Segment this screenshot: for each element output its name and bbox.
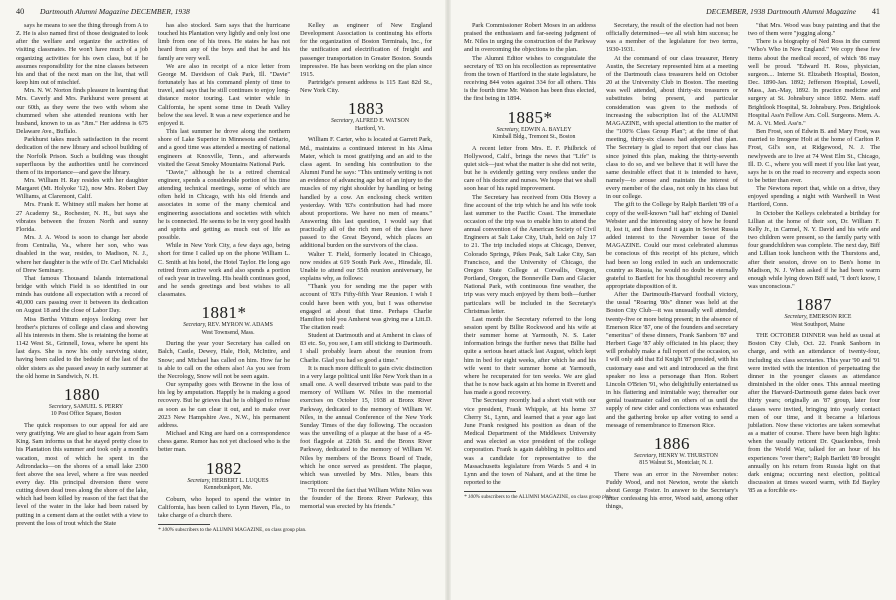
paragraph: Michael and King are hard on a correspondence chess game. Rumor has not yet disclosed who is the better man.: [158, 430, 290, 454]
paragraph: The quick responses to our appeal for aid are very gratifying. We are glad to hear again from Sam King. Sam informs us that he stayed pretty close to his Plantation this summer and took only a month's vacation, most of which he spent in the Adirondacks—on the shores of a small lake 2300 feet above the sea level, where a fire was needed every day. His principal diversion there were cutting down dead trees along the shore of the lake, which had been killed by reason of the fact that the level of the water in the lake had been raised by putting in a cement dam at the outlet with a view to prevent the loss of trout which the State: [16, 421, 148, 527]
right-page: [448, 0, 896, 600]
footnote: [464, 491, 613, 501]
class-year-heading: 1881*: [201, 303, 247, 323]
secretary-label: Secretary,: [634, 452, 658, 459]
right-column-2: [606, 22, 738, 596]
paragraph: The Newtons report that, while on a drive, they enjoyed spending a night with Wardwell in West Hartford, Conn.: [748, 185, 880, 209]
right-column-1: [464, 22, 613, 596]
paragraph: Our sympathy goes with Browne in the loss of his leg by amputation. Happily he is making a good recovery. But he grieves that he is obliged to refuse as soon as he can clear it out, and to make over 2023 New Hampshire Ave., N.W., his permanent address.: [158, 381, 290, 429]
paragraph: says he means to see the thing through from A to Z. He is also named first of those designated to look after the welfare and organize the activities of visiting classmates. He won't have much of a job organizing activities for his own class, but if he assumes responsibility for the nine classes between his and that of the next man on the list, that will keep him out of mischief.: [16, 22, 148, 87]
paragraph: We are also in receipt of a nice letter from George M. Davidson of Oak Park, Ill. "Davie" fortunately has at his command plenty of time to travel, and says that he still continues to enjoy long-distance motor touring. Last winter while in California, he spent some time in Death Valley below the sea level. It was a new experience and he enjoyed it.: [158, 62, 290, 127]
secretary-address: West Townsend, Mass.: [201, 329, 255, 336]
paragraph: Mrs. N. W. Norton finds pleasure in learning that Mrs. Caverly and Mrs. Parkhurst were present at our 60th, as they were the two with whom she chummed when she attended reunions with her husband, known to us as "Jim." Her address is 675 Delaware Ave., Buffalo.: [16, 87, 148, 136]
paragraph: A recent letter from Mrs. E. F. Philbrick of Hollywood, Calif., brings the news that "Life" is quiet sick—just what the matter is she did not write, but he is evidently getting very restless under the care of his doctor and nurses. We hope that we shall soon hear of his rapid improvement.: [464, 144, 596, 193]
paragraph: THE OCTOBER DINNER was held as usual at Boston City Club, Oct. 22. Frank Sanborn in charge, and with an attendance of twenty-four, including six class secretaries. This year '90 and '91 were invited with the intention of perpetuating the dinner in the younger classes as attendance diminished in the older ones. This annual meeting after the Harvard-Dartmouth game dates back over thirty years; originally an '87 group, later four classes were invited, bringing into yearly contact men of our time, and it became a hilarious jubilation. Now these victories are taken somewhat as a matter of course. There have been high lights: when the usually reticent Dr. Quackenbos, fresh from the World War, talked for an hour of his experiences "over there"; Ralph Bartlett '89 brought annually on his return from Russia light on that dark enigma; occurring next election, political discussion at times waxed warm, with Ed Bayley '85 as a forcible ex-: [748, 332, 880, 495]
paragraph: At the command of our class treasurer, Henry Austin, the Secretary represented him at a meeting of the Dartmouth class treasurers held on October 20 at the University Club in Boston. The meeting was well attended, about thirty-six treasurers or substitutes being present, and particular consideration was given to the methods of increasing the subscription list of the ALUMNI MAGAZINE, with special attention to the matter of the "100% Class Group Plan"; at the time of that meeting, thirty-six classes had adopted that plan. The Secretary is glad to report that our class has since joined this plan, making the thirty-seventh class to do so, and we believe that it will have the same desirable effect that it is intended to have, namely—to arouse and maintain the interest of every member of the class, not only in his class but in our college.: [606, 54, 738, 201]
left-column-2: [158, 22, 307, 596]
paragraph: The Alumni Editor wishes to congratulate the secretary of '83 on his recollection as representative from the town of Hartford in the state legislature, he receiving 844 votes against 334 for all others. This is the fourth time Mr. Watson has been thus elected, the first being in 1894.: [464, 54, 596, 103]
footnote-prefix: * 100%: [158, 526, 174, 533]
paragraph: Walter T. Field, formerly located in Chicago, now resides at 619 South Park Ave., Hinsdale, Ill. Unable to attend our 55th reunion anniversary, he explains why, as follows:: [300, 250, 432, 283]
paragraph: Ben Frost, son of Edwin B. and Mary Frost, was married to Imogene Holt at the home of Carlton P. Frost, Gil's son, at Ridgewood, N. J. The newlyweds are to live at 74 West Elm St., Chicago, Ill. D. C., where you will meet if you like last year, says he is on the road to recovery and expects soon to be better than ever.: [748, 128, 880, 184]
footnote: [158, 524, 307, 534]
secretary-name: HERBERT L. LUQUES: [211, 477, 269, 484]
secretary-label: Secretary,: [187, 477, 211, 484]
paragraph: "Davie," although he is a retired chemical engineer, spends a considerable portion of his time attending technical meetings, some of which are often held in Chicago, with his old friends and associates in some of the many chemical and engineering associations and societies with which he is connected. He seems to be in very good health and spirits and getting as much out of life as possible.: [158, 168, 290, 242]
class-year-heading: 1880: [64, 384, 100, 404]
page-number-left: 40: [16, 7, 25, 16]
secretary-name: EDWIN A. BAYLEY: [521, 126, 572, 133]
secretary-address: 10 Post Office Square, Boston: [50, 411, 122, 418]
class-year-heading: 1883: [348, 99, 384, 119]
secretary-address: Kennebunkport, Me.: [203, 485, 253, 491]
secretary-label: Secretary,: [496, 126, 520, 133]
paragraph: That famous Thousand Islands international bridge with which Field is so identified in our minds has outdone all expectation with a record of 40,000 cars passing over it between its dedication on August 18 and the close of Labor Day.: [16, 274, 148, 315]
paragraph: Mrs. Frank E. Whitney still makes her home at 27 Academy St., Rochester, N. H., but says she vibrates between the frozen North and sunny Florida.: [16, 201, 148, 233]
secretary-label: Secretary,: [183, 322, 207, 329]
secretary-line: [300, 118, 432, 126]
left-column-3: [300, 22, 432, 596]
paragraph: There was an error in the November notes: Fuddy Wood, and not Newton, wrote the sketch about George Foster. In answer to the Secretary's letter confessing his error, Wood said, among other things,: [606, 470, 738, 511]
paragraph: The gift to the College by Ralph Bartlett '89 of a copy of the well-known "tall hat" etching of Daniel Webster and the interesting story of how he found it, lost it, and then found it again in Soviet Russia added interest to the November issue of the MAGAZINE. Could our most celebrated alumnus be conscious of this receipt of his picture, which had been so long exiled in such an undemocratic country as Russia, he would no doubt be eternally grateful to Bartlett for his thoughtful recovery and appropriate disposition of it.: [606, 201, 738, 290]
class-year-heading: 1886: [654, 433, 690, 453]
paragraph: Partridge's present address is 115 East 82d St., New York City.: [300, 79, 432, 95]
class-year-heading: 1882: [206, 458, 242, 478]
paragraph: Last month the Secretary referred to the long session spent by Billie Rockwood and his wife at their summer home at Yarmouth, N. S. Later information brings the further news that Billie had quite a serious heart attack last August, which kept him in bed for eight weeks, after which he and his wife went to their summer home at Yarmouth, where he recuperated for ten weeks. We are glad that he is now back again at his home in Everett and has made a good recovery.: [464, 315, 596, 397]
secretary-label: Secretary,: [784, 314, 808, 321]
paragraph: Coburn, who hoped to spend the winter in California, has been called to Lynn Haven, Fla., to take charge of a church there.: [158, 495, 290, 519]
secretary-name: REV. MYRON W. ADAMS: [207, 322, 273, 329]
running-title-right: DECEMBER, 1938 Dartmouth Alumni Magazine: [706, 7, 856, 16]
class-year-heading: 1885*: [507, 107, 553, 127]
secretary-line: [606, 453, 738, 461]
page-number-right: 41: [871, 7, 880, 16]
paragraph: While in New York City, a few days ago, being short for time I called up on the phone William L. C. Smith at his hotel, the Hotel Taylor. He long ago retired from active work and also spends a portion of each year in traveling. His health continues good, and he sends greetings and best wishes to all classmates.: [158, 242, 290, 299]
secretary-name: ALFRED E. WATSON: [355, 118, 410, 125]
running-head-left: [16, 7, 432, 19]
paragraph: has also stocked. Sam says that the hurricane touched his Plantation very lightly and only lost one limb from one of his trees. He states he has not heard from any of the boys and that he and his family are very well.: [158, 22, 290, 62]
paragraph: "To record the fact that William White Niles was the founder of the Bronx River Parkway, this memorial was erected by his friends.": [300, 487, 432, 511]
paragraph: Student at Dartmouth and at Amherst in class of 83 etc. So, you see, I am still sticking to Dartmouth. I shall probably learn about the reunion from Charlie. Glad you had so good a time.": [300, 332, 432, 364]
paragraph: After the Dartmouth-Harvard football victory, the usual "Roaring '80s" dinner was held at the Boston City Club—it was unusually well attended, twenty-five or more being present; in the absence of Emerson Rice '87, one of the founders and secretary "emeritus" of these dinners, Frank Sanborn '87 and Herbert Gage '87 ably officiated in his place; they will probably make a full report of the occasion, so I will only add that Ed Knight '87 presided, with his customary ease and wit and introduced as the first speaker no less a personage than Hon. Robert Lincoln O'Brien '91, who delightfully entertained us in his flattering and inimitable way; thereafter our genial toastmaster called on others of us until the supply of new cider and confections was exhausted and the gathering broke up after voting to send a message of remembrance to Emerson Rice.: [606, 291, 738, 429]
secretary-line: [158, 322, 290, 330]
paragraph: The Secretary recently had a short visit with our vice president, Frank Whipple, at his home 37 Cherry St., Lynn, and learned that a year ago last June Frank resigned his position as dean of the Medical Department of the Middlesex University and was elected as vice president of the college corporation. Frank is again dabbling in politics and was a candidate for representative to the Massachusetts legislature from Wards 5 and 4 in Lynn and the town of Nahant, and at the time he reported to the: [464, 397, 596, 486]
footnote-text: subscribers to the ALUMNI MAGAZINE, on class group plan.: [174, 526, 307, 533]
secretary-label: Secretary,: [330, 118, 355, 125]
secretary-name: HENRY W. THURSTON: [658, 452, 718, 459]
secretary-address: West Southport, Maine: [791, 321, 845, 328]
secretary-line: [464, 127, 596, 135]
paragraph: Miss Bertha Vittum enjoys looking over her brother's pictures of college and class and showing all his interests in them. She is retaining the home at 1142 West St., Grinnell, Iowa, where he spent his last days. She is now his only surviving sister, having been called to the bedside of the last of the older sisters as she passed away in early summer at the old home in Sandwich, N. H.: [16, 315, 148, 380]
class-year-heading: 1887: [796, 295, 832, 315]
secretary-address: Kimball Bldg., Tremont St., Boston: [492, 134, 576, 141]
running-head-right: [464, 7, 880, 19]
secretary-line: [748, 314, 880, 322]
paragraph: William F. Carter, who is located at Garrett Park, Md., maintains a continued interest in his Alma Mater, which is most gratifying and an aid to the class agent. In sending his contribution to the Alumni Fund he says: "This untimely writing is not an evidence of advancing age but of an injury to the muscles of my right shoulder by handling or being handled by a cow. An enclosing check written yesterday. With '83's contribution had had more about proportions. We have no men of means." Answering this last question, I would say that practically all of the rich men of the class have passed to the Great Beyond, which places an additional burden on the survivors of the class.: [300, 136, 432, 250]
paragraph: Secretary, the result of the election had not been officially determined—we all wish him success; he was a member of the legislature for two terms, 1930-1931.: [606, 22, 738, 54]
paragraph: "that Mrs. Wood was busy painting and that the two of them were "jogging along.": [748, 22, 880, 38]
paragraph: During the year your Secretary has called on Balch, Castle, Dewey, Hale, Holt, McIntire, and Snow; and Michael has called on him. How far he is able to call on the others also! As you see from the Necrology, Snow will not be seen again.: [158, 340, 290, 380]
footnote-prefix: * 100%: [464, 494, 480, 501]
paragraph: It is much more difficult to gain civic distinction in a very large political unit like New York than in a small one. A well deserved tribute was paid to the memory of William W. Niles in the memorial exercises on October 15, 1938 at Bronx River Parkway, dedicated to the memory of William W. Niles, in the annual Conference of the New York Sunday Times of the day following. The occasion was the unveiling of a plaque at the base of a 45-foot flagpole at 226th St. and the Bronx River Parkway, dedicated to the memory of William W. Niles by members of the Bronx Board of Trade, which he once served as president. The plaque, which was unveiled by Mrs. Niles, bears this inscription:: [300, 364, 432, 486]
paragraph: This last summer he drove along the northern shore of Lake Superior in Minnesota and Ontario, and a good time was attended a meeting of national engineers at Knoxville, Tenn., and afterwards visited the Great Smoky Mountains National Park.: [158, 128, 290, 168]
paragraph: Park Commissioner Robert Moses in an address praised the enthusiasm and far-seeing judgment of Mr. Niles in urging the construction of the Parkway and in overcoming the objections to the plan.: [464, 22, 596, 54]
secretary-address: Hartford, Vt.: [355, 125, 385, 132]
paragraph: Parkhurst takes much satisfaction in the recent dedication of the new library and school building of the Norfolk Prison. Such a building was thought superfluous by the authorities until he convinced them of its importance—and gave the library.: [16, 136, 148, 176]
left-column-1: [16, 22, 148, 596]
right-column-3: [748, 22, 880, 596]
paragraph: In October the Kelleys celebrated a birthday for Lillian at the home of their son, Dr. William F. Kelly Jr., in Carmel, N. Y. David and his wife and two children were present, so the family party with four grandchildren was complete. The next day, Biff and Lillian took luncheon with the Thurstons and, after their session, drove on to Ben's home in Madison, N. J. When asked if he had been warm enough while lying down Biff said, "I don't know, I was unconscious.": [748, 209, 880, 290]
secretary-name: SAMUEL S. PERRY: [73, 403, 124, 410]
footnote-text: subscribers to the ALUMNI MAGAZINE, on class group plan.: [480, 494, 613, 501]
paragraph: Kelley as engineer of New England Development Association is continuing his efforts for the organization of Boston Terminals, Inc., for the unification and electrification of freight and passenger transportation in Greater Boston. Sounds impressive. He has been working on the plan since 1915.: [300, 22, 432, 78]
paragraph: The Secretary has received from Otis Hovey a fine account of the trip which he and his wife took last summer to the Pacific Coast. The immediate occasion of the trip was to enable him to attend the annual convention of the American Society of Civil Engineers at Salt Lake City, Utah, held on July 17 to 21. The trip included stops at Chicago, Denver, Colorado Springs, Pikes Peak, Salt Lake City, San Francisco, and the University of Chicago, the Oregon State College at Corvallis, Oregon, Portland, Oregon, the Bonneville Dam and Glacier National Park, with continuous fine weather, the trip was very much enjoyed by them both—further particulars will be included in the Secretary's Christmas letter.: [464, 193, 596, 315]
paragraph: "Thank you for sending me the paper with account of '83's Fifty-fifth Year Reunion. I wish I could have been with you, but I was otherwise engaged at about that time. Perhaps Charlie Hamilton told you Amherst was giving me a Litt.D. The citation read:: [300, 283, 432, 331]
paragraph: Mrs. William H. Ray resides with her daughter Margaret (Mt. Holyoke '12), now Mrs. Robert Day Williams, at Claremont, Calif.: [16, 176, 148, 201]
secretary-label: Secretary,: [48, 403, 73, 410]
paragraph: Mrs. J. A. Wood is soon to change her abode from Centralia, Va., where her son, who was disabled in the war, resides, to Madison, N. J., where her daughter is the wife of Dr. Carl Michalski of Drew Seminary.: [16, 234, 148, 274]
paragraph: There is a biography of Ned Ross in the current "Who's Who in New England." We copy these few items about the medical record, of which '86 may well be proud. "Edward H. Ross, physician, surgeon.... Interne St. Elizabeth Hospital, Boston, Dec. 1890-Jan. 1892; Jefferson Hospital, Lowell, Mass., Jan.-May, 1892. In practice medicine and surgery at St. Johnsbury since 1892. Mem. staff Brightlook Hospital, St. Johnsbury. Pres. Brightlook Hospital Ass'n Fellow Am. Coll. Surgeons. Mem. A. M. A. Vt. Med. Ass'n.": [748, 38, 880, 127]
secretary-address: 815 Walnut St., Montclair, N. J.: [639, 460, 713, 467]
secretary-line: [158, 478, 290, 486]
running-title-left: Dartmouth Alumni Magazine DECEMBER, 1938: [40, 7, 190, 16]
secretary-name: EMERSON RICE: [809, 314, 852, 321]
